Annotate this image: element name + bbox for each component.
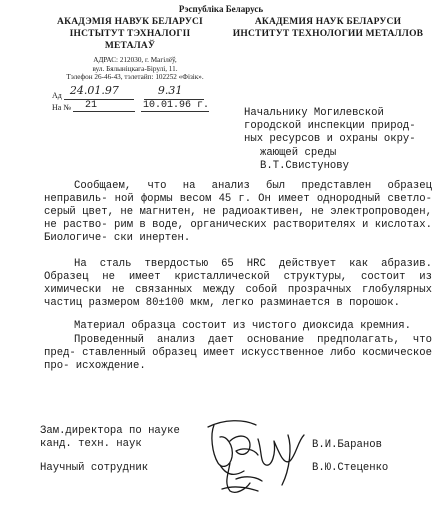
recipient-line: городской инспекции природ- [244,120,416,133]
handwritten-number: 9.31 [157,84,183,97]
recipient-line: Начальнику Могилевской [244,107,384,119]
body-paragraph: Проведенный анализ дает основание предполагать, что пред- ставленный образец имеет искусственное либо космическое про- исхождение. [44,334,432,372]
recipient-name: В.Т.Свистунову [260,159,350,172]
no-prefix: На № [52,103,71,112]
outgoing-ref [52,86,204,100]
recipient-line: ных ресурсов и охраны окру- [244,133,416,146]
address-line: АДРАС: 212030, г. Магiлёў, [93,56,177,64]
signer2-name: В.Ю.Стеценко [312,462,389,474]
date-prefix: Ад [52,91,62,100]
incoming-date: 10.01.96 г. [142,100,209,111]
recipient-block [244,107,434,173]
incoming-ref [52,100,209,112]
signer1-title-line: Зам.директора по науке [40,425,180,437]
org-institute-by: IНСТЫТУТ ТЭХНАЛОГII МЕТАЛАЎ [69,29,191,51]
org-institute-ru: ИНСТИТУТ ТЕХНОЛОГИИ МЕТАЛЛОВ [232,29,424,39]
org-name-belarusian [44,16,216,52]
handwritten-date: 24.01.97 [69,84,119,97]
signer1-title-line: канд. техн. наук [40,438,142,450]
body-paragraph: Сообщаем, что на анализ был представлен образец неправиль- ной формы весом 45 г. Он имеет однородный светло-серый цвет, не магнитен, не радиоактивен, не электропроводен, не раство- рим в воде, органических растворителях и кислотах. Биологиче- ски инертен. [44,180,432,244]
republic-label: Рэспублiка Беларусь [178,4,264,14]
signer1-name: В.И.Баранов [312,439,382,451]
body-paragraph: На сталь твердостью 65 HRC действует как абразив. Образец не имеет кристаллической структуры, состоит из химически не связанных между собой прозрачных глобулярных частиц размером 80±100 мкм, легко разминается в порошок. [44,258,432,309]
signer1-title [40,425,180,451]
address-block [50,56,220,82]
address-line: Тэлефон 26-46-43, тэлетайп: 102252 «Фiзiк». [66,73,204,82]
org-academy-by: АКАДЭМIЯ НАВУК БЕЛАРУСI [57,17,203,27]
org-academy-ru: АКАДЕМИЯ НАУК БЕЛАРУСИ [254,17,402,27]
signature-scribble [200,405,310,500]
signer2-title: Научный сотрудник [40,462,149,474]
incoming-number: 21 [84,100,97,111]
recipient-line: жающей среды [260,146,337,159]
body-paragraph: Материал образца состоит из чистого диоксида кремния. [74,320,411,332]
org-name-russian [228,16,428,40]
address-line: вул. Бялыніцкага-Бірулі, 11. [92,64,178,73]
